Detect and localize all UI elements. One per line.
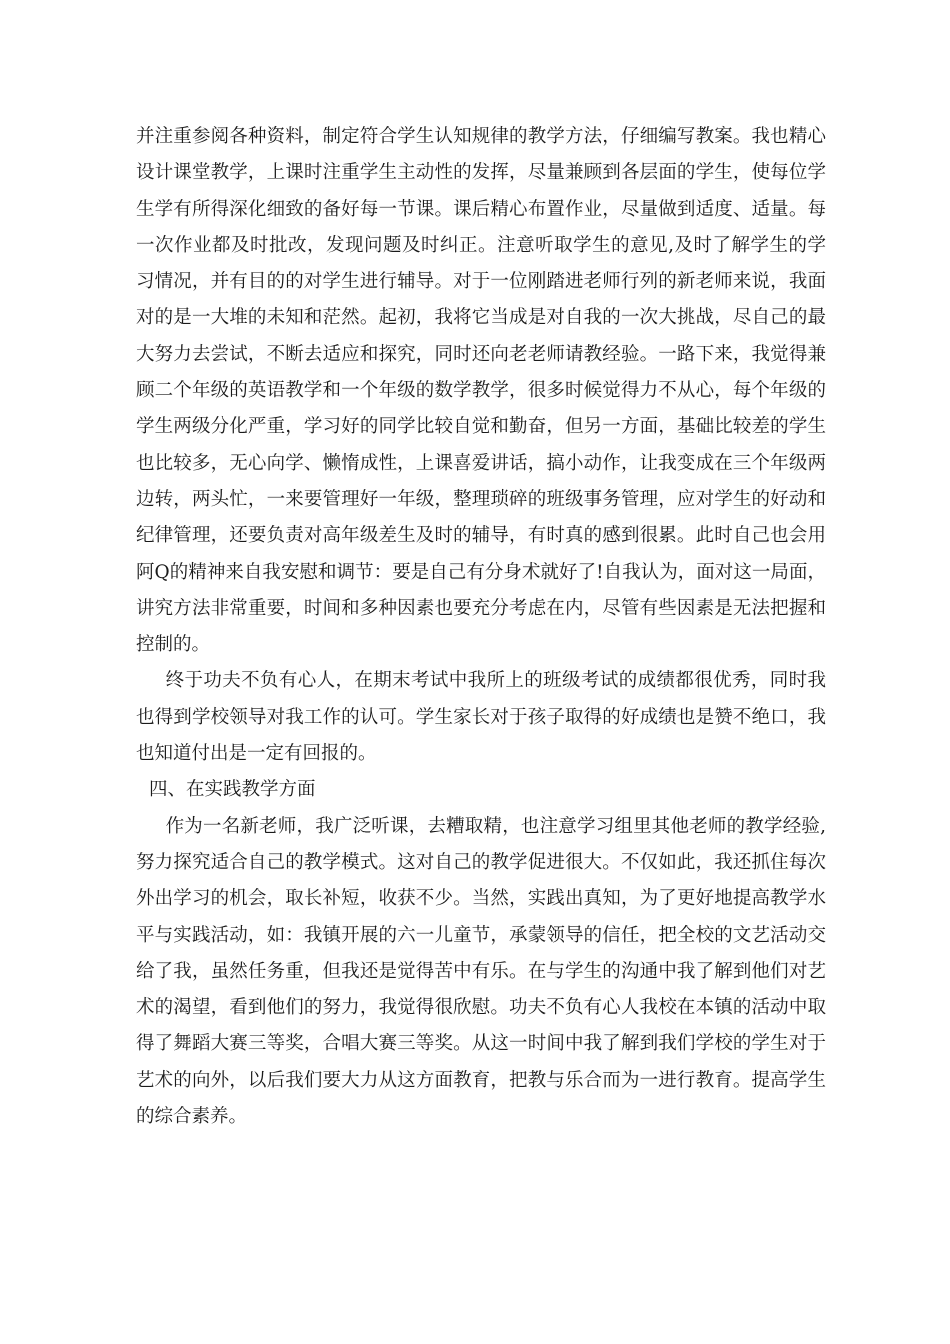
paragraph-teaching-preparation: 并注重参阅各种资料，制定符合学生认知规律的教学方法，仔细编写教案。我也精心设计课堂教学，上课时注重学生主动性的发挥，尽量兼顾到各层面的学生，使每位学生学有所得深化细致的备好每一节课。课后精心布置作业，尽量做到适度、适量。每一次作业都及时批改，发现问题及时纠正。注意听取学生的意见,及时了解学生的学习情况，并有目的的对学生进行辅导。对于一位刚踏进老师行列的新老师来说，我面对的是一大堆的未知和茫然。起初，我将它当成是对自我的一次大挑战，尽自己的最大努力去尝试，不断去适应和探究，同时还向老老师请教经验。一路下来，我觉得兼顾二个年级的英语教学和一个年级的数学教学，很多时候觉得力不从心，每个年级的学生两级分化严重，学习好的同学比较自觉和勤奋，但另一方面，基础比较差的学生也比较多，无心向学、懒惰成性，上课喜爱讲话，搞小动作，让我变成在三个年级两边转，两头忙，一来要管理好一年级，整理琐碎的班级事务管理，应对学生的好动和纪律管理，还要负责对高年级差生及时的辅导，有时真的感到很累。此时自己也会用阿Q的精神来自我安慰和调节：要是自己有分身术就好了!自我认为，面对这一局面，讲究方法非常重要，时间和多种因素也要充分考虑在内，尽管有些因素是无法把握和控制的。 bbox=[136, 126, 826, 656]
paragraph-exam-results: 终于功夫不负有心人，在期末考试中我所上的班级考试的成绩都很优秀，同时我也得到学校领导对我工作的认可。学生家长对于孩子取得的好成绩也是赞不绝口，我也知道付出是一定有回报的。 bbox=[136, 670, 826, 765]
document-body bbox=[136, 119, 826, 1135]
paragraph-practice-teaching: 作为一名新老师，我广泛听课，去糟取精，也注意学习组里其他老师的教学经验,努力探究适合自己的教学模式。这对自己的教学促进很大。不仅如此，我还抓住每次外出学习的机会，取长补短，收获不少。当然，实践出真知，为了更好地提高教学水平与实践活动，如：我镇开展的六一儿童节，承蒙领导的信任，把全校的文艺活动交给了我，虽然任务重，但我还是觉得苦中有乐。在与学生的沟通中我了解到他们对艺术的渴望，看到他们的努力，我觉得很欣慰。功夫不负有心人我校在本镇的活动中取得了舞蹈大赛三等奖，合唱大赛三等奖。从这一时间中我了解到我们学校的学生对于艺术的向外，以后我们要大力从这方面教育，把教与乐合而为一进行教育。提高学生的综合素养。 bbox=[136, 815, 826, 1128]
section-heading-practice-teaching: 四、在实践教学方面 bbox=[148, 779, 316, 801]
